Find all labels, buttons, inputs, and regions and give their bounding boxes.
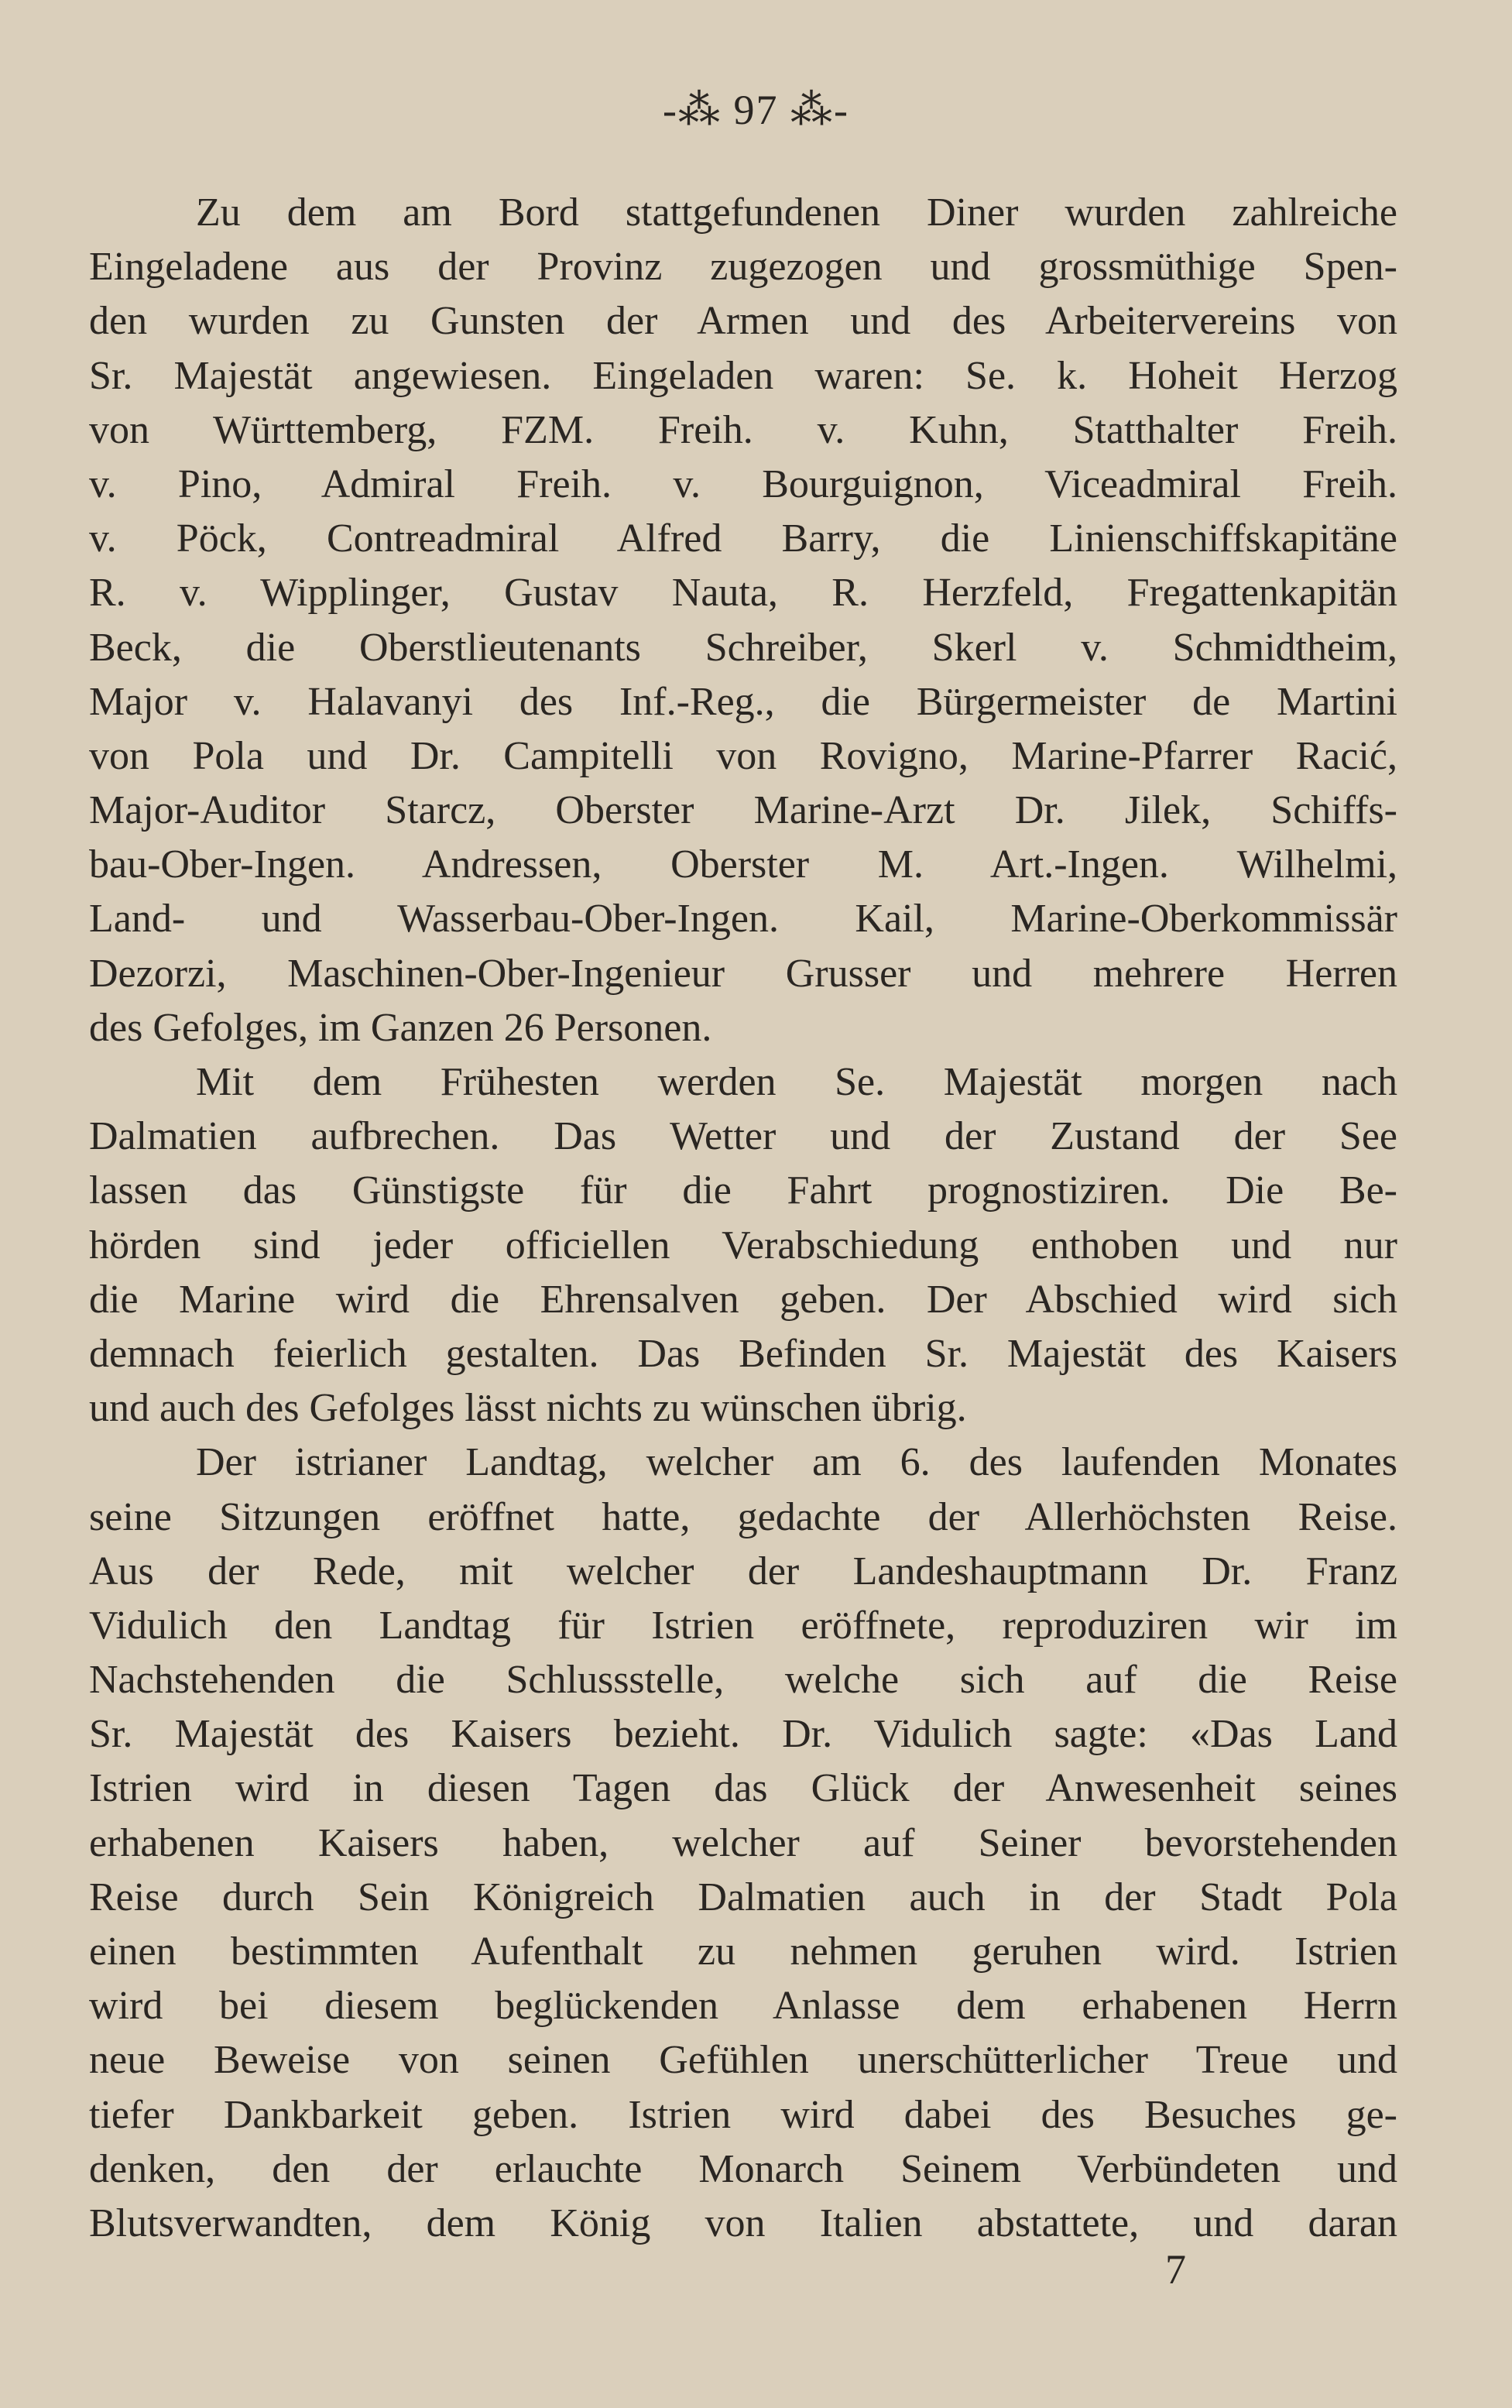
text-line: Reise durch Sein Königreich Dalmatien auch in der Stadt Pola (89, 1875, 1397, 1919)
text-line: des Gefolges, im Ganzen 26 Personen. (89, 1005, 712, 1050)
signature-mark: 7 (1165, 2246, 1186, 2293)
text-line: Beck, die Oberstlieutenants Schreiber, Skerl v. Schmidtheim, (89, 625, 1397, 670)
text-line: Major-Auditor Starcz, Oberster Marine-Arzt Dr. Jilek, Schiffs- (89, 788, 1397, 833)
text-line: Dalmatien aufbrechen. Das Wetter und der Zustand der See (89, 1114, 1397, 1159)
text-line: einen bestimmten Aufenthalt zu nehmen geruhen wird. Istrien (89, 1929, 1397, 1974)
text-line: Sr. Majestät angewiesen. Eingeladen waren: Se. k. Hoheit Herzog (89, 353, 1397, 398)
text-line: neue Beweise von seinen Gefühlen unerschütterlicher Treue und (89, 2038, 1397, 2083)
text-line: Istrien wird in diesen Tagen das Glück der Anwesenheit seines (89, 1766, 1397, 1811)
text-line: denken, den der erlauchte Monarch Seinem Verbündeten und (89, 2146, 1397, 2191)
text-line: R. v. Wipplinger, Gustav Nauta, R. Herzfeld, Fregattenkapitän (89, 571, 1397, 616)
text-line: lassen das Günstigste für die Fahrt prognostiziren. Die Be- (89, 1168, 1397, 1213)
text-line: tiefer Dankbarkeit geben. Istrien wird dabei des Besuches ge- (89, 2092, 1397, 2137)
text-line: Mit dem Frühesten werden Se. Majestät morgen nach (196, 1060, 1397, 1104)
text-line: v. Pino, Admiral Freih. v. Bourguignon, Viceadmiral Freih. (89, 461, 1397, 506)
text-line: hörden sind jeder officiellen Verabschiedung enthoben und nur (89, 1223, 1397, 1267)
text-line: Sr. Majestät des Kaisers bezieht. Dr. Vidulich sagte: «Das Land (89, 1712, 1397, 1757)
text-line: erhabenen Kaisers haben, welcher auf Seiner bevorstehenden (89, 1820, 1397, 1865)
text-line: Major v. Halavanyi des Inf.-Reg., die Bürgermeister de Martini (89, 679, 1397, 724)
text-line: von Pola und Dr. Campitelli von Rovigno, Marine-Pfarrer Racić, (89, 733, 1397, 778)
text-line: Dezorzi, Maschinen-Ober-Ingenieur Grusser und mehrere Herren (89, 951, 1397, 996)
text-line: bau-Ober-Ingen. Andressen, Oberster M. Art.-Ingen. Wilhelmi, (89, 842, 1397, 887)
text-line: seine Sitzungen eröffnet hatte, gedachte der Allerhöchsten Reise. (89, 1494, 1397, 1539)
body-text (89, 186, 1397, 2251)
text-line: wird bei diesem beglückenden Anlasse dem erhabenen Herrn (89, 1984, 1397, 2029)
text-line: von Württemberg, FZM. Freih. v. Kuhn, Statthalter Freih. (89, 407, 1397, 452)
text-line: Vidulich den Landtag für Istrien eröffnete, reproduziren wir im (89, 1603, 1397, 1648)
text-line: Nachstehenden die Schlussstelle, welche sich auf die Reise (89, 1658, 1397, 1703)
text-line: Eingeladene aus der Provinz zugezogen und grossmüthige Spen- (89, 245, 1397, 290)
text-line: Blutsverwandten, dem König von Italien abstattete, und daran (89, 2200, 1397, 2245)
text-line: Aus der Rede, mit welcher der Landeshauptmann Dr. Franz (89, 1549, 1397, 1593)
text-line: Der istrianer Landtag, welcher am 6. des laufenden Monates (196, 1440, 1397, 1485)
text-line: und auch des Gefolges lässt nichts zu wünschen übrig. (89, 1386, 967, 1431)
text-line: Zu dem am Bord stattgefundenen Diner wurden zahlreiche (196, 190, 1397, 235)
text-line: die Marine wird die Ehrensalven geben. Der Abschied wird sich (89, 1277, 1397, 1322)
page-number-header: -⁂ 97 ⁂- (663, 87, 849, 133)
text-line: Land- und Wasserbau-Ober-Ingen. Kail, Marine-Oberkommissär (89, 897, 1397, 942)
text-line: v. Pöck, Contreadmiral Alfred Barry, die Linienschiffskapitäne (89, 516, 1397, 561)
text-line: den wurden zu Gunsten der Armen und des Arbeitervereins von (89, 299, 1397, 344)
text-line: demnach feierlich gestalten. Das Befinden Sr. Majestät des Kaisers (89, 1331, 1397, 1376)
